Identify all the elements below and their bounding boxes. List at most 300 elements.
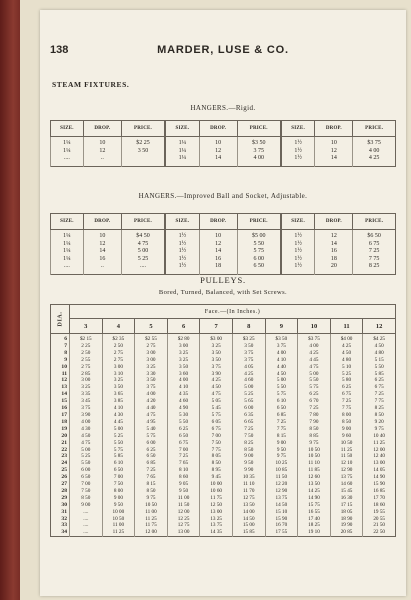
table-cell: 1¼: [51, 248, 84, 256]
face-column-header: 5: [135, 319, 168, 334]
price-cell: 8 50: [363, 412, 396, 419]
price-cell: 3 90: [200, 371, 233, 378]
diameter-cell: 21: [61, 439, 67, 446]
price-cell: 13 75: [330, 474, 363, 481]
price-cell: 12 00: [167, 509, 200, 516]
price-cell: $4 00: [330, 334, 363, 343]
table-cell: 1½: [165, 256, 199, 264]
column-header: PRICE.: [237, 121, 281, 137]
price-cell: 7 65: [167, 460, 200, 467]
price-cell: 2 50: [70, 350, 103, 357]
price-cell: 2 75: [70, 364, 103, 371]
price-cell: 9 00: [330, 426, 363, 433]
table-body: [51, 137, 396, 167]
face-column-header: 3: [70, 319, 103, 334]
diameter-cell: 31: [61, 508, 67, 515]
price-cell: 6 00: [70, 467, 103, 474]
price-cell: 4 50: [200, 384, 233, 391]
price-cell: 7 90: [298, 419, 331, 426]
table-cell: 1½: [281, 248, 315, 256]
page-title: MARDER, LUSE & CO.: [157, 44, 289, 56]
price-cell: 8 50: [232, 447, 265, 454]
diameter-cell: 14: [61, 391, 67, 398]
price-cell: 6 10: [265, 398, 298, 405]
price-cell: 5 25: [232, 391, 265, 398]
price-cell: 11 25: [102, 529, 135, 536]
price-cell: 3 50: [200, 350, 233, 357]
table-cell: 6 00: [237, 256, 281, 264]
price-cell: 3 00: [135, 350, 168, 357]
diameter-cell: 24: [61, 460, 67, 467]
price-cell: 3 00: [135, 357, 168, 364]
price-cell: 13 00: [200, 509, 233, 516]
column-header: PRICE.: [121, 121, 165, 137]
price-cell: 9 00: [70, 502, 103, 509]
table-row: [51, 509, 396, 516]
table-row: [51, 405, 396, 412]
price-cell: 5 85: [363, 371, 396, 378]
column-header: SIZE.: [281, 214, 315, 230]
price-cell: 19 10: [298, 529, 331, 536]
price-cell: 12 90: [265, 488, 298, 495]
price-cell: 4 75: [200, 391, 233, 398]
price-cell: 4 60: [232, 377, 265, 384]
table-cell: 1½: [165, 230, 199, 241]
table-cell: 10: [199, 230, 237, 241]
column-header: SIZE.: [51, 121, 84, 137]
price-cell: 14 50: [232, 516, 265, 523]
face-column-header: 10: [298, 319, 331, 334]
catalog-page: [40, 10, 406, 596]
price-cell: 11 75: [200, 495, 233, 502]
price-cell: 4 25: [298, 350, 331, 357]
price-cell: 7 50: [232, 433, 265, 440]
price-cell: 8 50: [330, 419, 363, 426]
table-cell: ..: [83, 155, 121, 166]
price-cell: 14 90: [298, 495, 331, 502]
price-cell: 2 25: [70, 343, 103, 350]
price-cell: 2 50: [102, 343, 135, 350]
price-cell: 15 90: [265, 516, 298, 523]
table-cell: 1¼: [51, 230, 84, 241]
price-cell: 7 00: [102, 474, 135, 481]
page-number: 138: [50, 44, 69, 56]
price-cell: 6 25: [135, 447, 168, 454]
price-cell: 9 50: [167, 488, 200, 495]
price-cell: 15 90: [363, 481, 396, 488]
price-cell: 13 25: [200, 516, 233, 523]
table-row: [51, 522, 396, 529]
table-header-row: [51, 121, 396, 137]
price-cell: 4 05: [232, 364, 265, 371]
table-cell: 10: [315, 137, 353, 148]
price-cell: 5 00: [298, 371, 331, 378]
price-cell: 7 65: [135, 474, 168, 481]
price-cell: 5 25: [330, 371, 363, 378]
diameter-cell: 15: [61, 398, 67, 405]
price-cell: 4 45: [298, 357, 331, 364]
price-cell: 7 25: [265, 419, 298, 426]
table-body: [51, 334, 396, 537]
table-row: [51, 495, 396, 502]
column-header: SIZE.: [281, 121, 315, 137]
price-cell: 7 75: [265, 426, 298, 433]
table-cell: 5 00: [121, 248, 165, 256]
diameter-cell: 26: [61, 474, 67, 481]
price-cell: 2 85: [70, 371, 103, 378]
price-cell: 12 50: [200, 502, 233, 509]
price-cell: 2 75: [102, 350, 135, 357]
price-cell: 3 50: [135, 377, 168, 384]
price-cell: 4 95: [135, 419, 168, 426]
table-row: [51, 350, 396, 357]
price-cell: 10 50: [330, 440, 363, 447]
column-header: SIZE.: [165, 214, 199, 230]
price-cell: 6 10: [102, 460, 135, 467]
price-cell: 14 60: [330, 481, 363, 488]
price-cell: 5 40: [135, 426, 168, 433]
price-cell: 4 50: [363, 343, 396, 350]
price-cell: 4 10: [102, 405, 135, 412]
table-cell: $3 75: [353, 137, 396, 148]
price-cell: 11 50: [330, 453, 363, 460]
table-row: [51, 230, 396, 241]
table-cell: 10: [199, 137, 237, 148]
diameter-cell: 19: [61, 425, 67, 432]
table-row: [51, 371, 396, 378]
diameter-cell: 29: [61, 494, 67, 501]
price-cell: 6 05: [200, 419, 233, 426]
diameter-cell: 13: [61, 384, 67, 391]
price-cell: 6 00: [135, 440, 168, 447]
table-cell: 4 75: [121, 241, 165, 249]
price-cell: 5 05: [200, 398, 233, 405]
table-cell: 1½: [281, 155, 315, 166]
price-cell: 10 60: [200, 488, 233, 495]
face-header: Face.—(In Inches.): [70, 305, 396, 319]
price-cell: 12 00: [363, 447, 396, 454]
table-row: [51, 248, 396, 256]
column-header: DROP.: [83, 121, 121, 137]
price-cell: 3 75: [265, 343, 298, 350]
price-cell: 8 50: [298, 426, 331, 433]
column-header: DROP.: [83, 214, 121, 230]
price-cell: 5 25: [70, 453, 103, 460]
price-cell: 4 10: [167, 384, 200, 391]
price-cell: 7 75: [363, 398, 396, 405]
table-row: [51, 412, 396, 419]
column-header: PRICE.: [353, 214, 396, 230]
price-cell: 11 75: [135, 522, 168, 529]
price-cell: 6 75: [200, 426, 233, 433]
price-cell: 12 10: [330, 460, 363, 467]
price-cell: 3 65: [102, 391, 135, 398]
price-cell: 8 85: [298, 433, 331, 440]
price-cell: 7 50: [70, 488, 103, 495]
price-cell: 4 40: [265, 364, 298, 371]
price-cell: 12 60: [298, 474, 331, 481]
price-cell: 12 90: [330, 467, 363, 474]
price-cell: 5 00: [102, 426, 135, 433]
price-cell: 11 10: [298, 460, 331, 467]
price-cell: 5 00: [70, 447, 103, 454]
diameter-cell: 12: [61, 377, 67, 384]
price-cell: 7 50: [200, 440, 233, 447]
table-cell: 1½: [165, 241, 199, 249]
diameter-cell: 7: [64, 342, 67, 349]
price-cell: 7 75: [200, 447, 233, 454]
table-row: [51, 460, 396, 467]
price-cell: 18 90: [330, 516, 363, 523]
price-cell: $3 00: [200, 334, 233, 343]
price-cell: 13 50: [298, 481, 331, 488]
table-cell: 7 25: [353, 248, 396, 256]
table-cell: 1½: [281, 230, 315, 241]
table-row: [51, 357, 396, 364]
price-cell: 18 05: [330, 509, 363, 516]
price-cell: 9 05: [167, 481, 200, 488]
price-cell: 4 90: [167, 405, 200, 412]
price-cell: 9 00: [265, 440, 298, 447]
face-column-header: 4: [102, 319, 135, 334]
price-cell: 4 25: [232, 371, 265, 378]
price-cell: 5 75: [298, 384, 331, 391]
price-cell: 5 50: [70, 460, 103, 467]
price-cell: 5 50: [102, 440, 135, 447]
table-row: [51, 440, 396, 447]
table-cell: 1½: [281, 256, 315, 264]
table-cell: 1½: [281, 263, 315, 274]
price-cell: 9 00: [232, 453, 265, 460]
price-cell: 8 05: [200, 453, 233, 460]
price-cell: $2 80: [167, 334, 200, 343]
table-row: [51, 137, 396, 148]
price-cell: 4 80: [363, 350, 396, 357]
price-cell: 3 50: [167, 364, 200, 371]
table-row: [51, 364, 396, 371]
price-cell: 9 75: [363, 426, 396, 433]
price-cell: 5 15: [363, 357, 396, 364]
price-cell: 7 25: [298, 405, 331, 412]
price-cell: 13 00: [167, 529, 200, 536]
price-cell: 9 90: [232, 467, 265, 474]
face-column-header: 8: [232, 319, 265, 334]
hangers-improved-caption: HANGERS.—Improved Ball and Socket, Adjustable.: [138, 192, 308, 200]
table-cell: ....: [51, 263, 84, 274]
table-cell: 20: [315, 263, 353, 274]
price-cell: 8 00: [102, 488, 135, 495]
price-cell: 6 85: [265, 412, 298, 419]
price-cell: 3 25: [167, 357, 200, 364]
price-cell: 10 50: [135, 502, 168, 509]
price-cell: 4 00: [265, 350, 298, 357]
diameter-cell: 17: [61, 411, 67, 418]
price-cell: 6 25: [298, 391, 331, 398]
price-cell: 3 75: [200, 364, 233, 371]
price-cell: 10 50: [298, 453, 331, 460]
face-columns-row: [51, 319, 396, 334]
hangers-rigid-table: [50, 120, 396, 167]
price-cell: 13 00: [363, 460, 396, 467]
price-cell: 7 25: [232, 426, 265, 433]
diameter-cell: 25: [61, 467, 67, 474]
price-cell: 11 00: [102, 522, 135, 529]
price-cell: 6 85: [135, 460, 168, 467]
table-cell: 16: [315, 248, 353, 256]
price-cell: ....: [70, 522, 103, 529]
price-cell: 4 30: [102, 412, 135, 419]
table-cell: 5 75: [237, 248, 281, 256]
price-cell: 6 70: [298, 398, 331, 405]
price-cell: 6 75: [363, 384, 396, 391]
diameter-cell: 11: [61, 370, 67, 377]
price-cell: 3 50: [102, 384, 135, 391]
price-cell: 5 45: [200, 405, 233, 412]
table-cell: 1¼: [165, 155, 199, 166]
table-cell: [121, 155, 165, 166]
price-cell: 8 00: [330, 412, 363, 419]
price-cell: 5 85: [102, 453, 135, 460]
price-cell: 8 95: [200, 467, 233, 474]
price-cell: 10 35: [232, 474, 265, 481]
price-cell: 3 45: [70, 398, 103, 405]
price-cell: 8 25: [232, 440, 265, 447]
price-cell: 6 35: [232, 412, 265, 419]
table-cell: 14: [199, 155, 237, 166]
price-cell: 4 20: [135, 398, 168, 405]
price-cell: 18 60: [363, 502, 396, 509]
diameter-cell: 28: [61, 487, 67, 494]
diameter-cell: 18: [61, 418, 67, 425]
price-cell: 16 30: [330, 495, 363, 502]
table-cell: $5 00: [237, 230, 281, 241]
price-cell: 4 50: [330, 350, 363, 357]
table-cell: $3 50: [237, 137, 281, 148]
column-header: DROP.: [199, 121, 237, 137]
price-cell: ....: [70, 516, 103, 523]
price-cell: 8 50: [135, 488, 168, 495]
price-cell: 3 85: [102, 398, 135, 405]
table-cell: 5 25: [121, 256, 165, 264]
table-cell: 3 50: [121, 148, 165, 156]
table-cell: 4 25: [353, 155, 396, 166]
price-cell: 8 15: [135, 481, 168, 488]
table-cell: 12: [83, 241, 121, 249]
table-cell: 12: [199, 241, 237, 249]
price-cell: 10 00: [200, 481, 233, 488]
price-cell: 11 25: [363, 440, 396, 447]
price-cell: 17 40: [298, 516, 331, 523]
price-cell: 12 75: [232, 495, 265, 502]
table-cell: 1¼: [165, 148, 199, 156]
dia-header: DIA.: [51, 305, 70, 334]
price-cell: 7 00: [200, 433, 233, 440]
price-cell: 3 10: [102, 371, 135, 378]
price-cell: 13 75: [200, 522, 233, 529]
price-cell: 3 25: [70, 384, 103, 391]
price-cell: 4 75: [70, 440, 103, 447]
price-cell: 4 50: [70, 433, 103, 440]
price-cell: 20 55: [363, 516, 396, 523]
table-cell: 4 00: [237, 155, 281, 166]
price-cell: 11 00: [135, 509, 168, 516]
price-cell: 11 85: [298, 467, 331, 474]
price-cell: 3 00: [102, 364, 135, 371]
price-cell: 7 75: [330, 405, 363, 412]
price-cell: 11 25: [330, 447, 363, 454]
table-row: [51, 384, 396, 391]
face-column-header: 12: [363, 319, 396, 334]
price-cell: 7 25: [135, 467, 168, 474]
price-cell: 15 75: [298, 502, 331, 509]
price-cell: 16 55: [298, 509, 331, 516]
table-cell: 12: [315, 230, 353, 241]
table-row: [51, 391, 396, 398]
price-cell: 3 25: [200, 343, 233, 350]
column-header: PRICE.: [353, 121, 396, 137]
price-cell: 18 25: [298, 522, 331, 529]
price-cell: 8 50: [200, 460, 233, 467]
face-column-header: 11: [330, 319, 363, 334]
price-cell: 15 45: [330, 488, 363, 495]
price-cell: 12 40: [363, 453, 396, 460]
price-cell: 2 55: [70, 357, 103, 364]
table-row: [51, 474, 396, 481]
price-cell: 3 00: [70, 377, 103, 384]
price-cell: 7 80: [298, 412, 331, 419]
price-cell: 5 75: [200, 412, 233, 419]
price-cell: 7 50: [102, 481, 135, 488]
price-cell: 5 00: [265, 377, 298, 384]
table-row: [51, 529, 396, 536]
price-cell: 7 00: [167, 447, 200, 454]
pulleys-title: PULLEYS.: [200, 275, 246, 285]
table-row: [51, 377, 396, 384]
price-cell: 4 75: [298, 364, 331, 371]
price-cell: 21 50: [363, 522, 396, 529]
table-cell: 10: [83, 230, 121, 241]
price-cell: 4 00: [298, 343, 331, 350]
price-cell: 6 00: [232, 405, 265, 412]
price-cell: ....: [70, 529, 103, 536]
price-cell: $2 55: [135, 334, 168, 343]
price-cell: 8 15: [265, 433, 298, 440]
table-row: [51, 426, 396, 433]
table-row: [51, 398, 396, 405]
price-cell: 6 25: [363, 377, 396, 384]
price-cell: 6 25: [330, 384, 363, 391]
price-cell: 6 75: [167, 440, 200, 447]
price-cell: 5 65: [232, 398, 265, 405]
price-cell: 19 90: [330, 522, 363, 529]
table-cell: 3 75: [237, 148, 281, 156]
price-cell: 5 30: [167, 412, 200, 419]
table-cell: 1¼: [165, 137, 199, 148]
table-row: [51, 433, 396, 440]
price-cell: 20 85: [330, 529, 363, 536]
price-cell: $3 25: [232, 334, 265, 343]
price-cell: 5 80: [330, 377, 363, 384]
price-cell: 4 40: [135, 405, 168, 412]
price-cell: 2 75: [135, 343, 168, 350]
price-cell: 11 10: [232, 481, 265, 488]
table-cell: 16: [199, 256, 237, 264]
price-cell: 7 25: [363, 391, 396, 398]
diameter-cell: 9: [64, 356, 67, 363]
price-cell: 4 30: [70, 426, 103, 433]
price-cell: 11 50: [265, 474, 298, 481]
table-cell: 1½: [281, 148, 315, 156]
